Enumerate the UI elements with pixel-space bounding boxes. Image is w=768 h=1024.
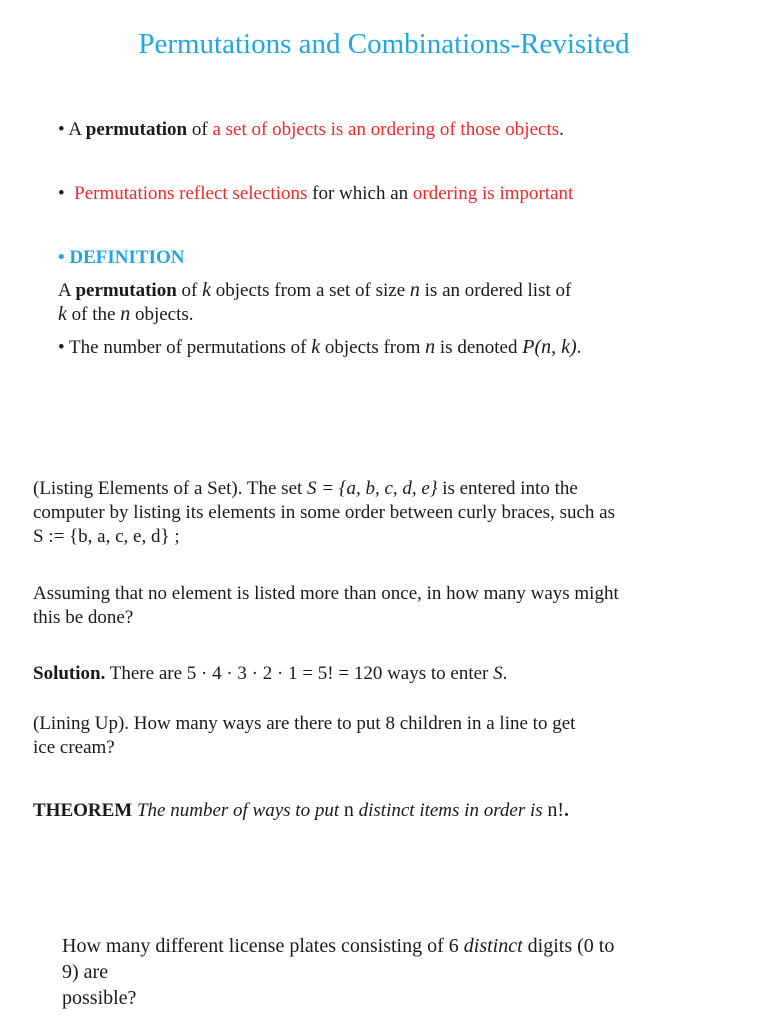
period: . (502, 663, 508, 684)
notation-pnk: P(n, k) (522, 336, 577, 358)
text-objects: objects. (134, 304, 194, 325)
text-ordered-list: is an ordered list of (424, 280, 572, 301)
text-entered-into: is entered into the (442, 478, 578, 499)
question-license-line-3: possible? (62, 987, 137, 1009)
theorem-result: n! (547, 799, 565, 821)
theorem-line (33, 798, 569, 823)
var-n: n (343, 799, 354, 821)
highlight-ordering-important: ordering is important (412, 183, 574, 204)
text-of: of (191, 119, 208, 140)
bullet-dot: • (58, 119, 65, 140)
text-a: A (68, 119, 82, 140)
text-listing-elements: (Listing Elements of a Set). The set (33, 478, 303, 499)
solution-line (33, 662, 507, 686)
theorem-label: THEOREM (33, 800, 133, 821)
example-listing-line-3: S := {b, a, c, e, d} ; (33, 526, 180, 547)
period: . (576, 337, 582, 358)
definition-line-1 (58, 278, 571, 303)
example-lining-up-line-1: (Lining Up). How many ways are there to put 8 children in a line to get (33, 713, 576, 734)
var-k: k (202, 279, 211, 301)
highlight-permutations-reflect: Permutations reflect selections (74, 183, 308, 204)
term-distinct: distinct (463, 935, 523, 957)
solution-text: There are 5 · 4 · 3 · 2 · 1 = 5! = 120 ways to enter (109, 663, 489, 684)
period: . (559, 119, 564, 140)
term-permutation: permutation (85, 119, 188, 140)
set-expression: S = {a, b, c, d, e} (307, 478, 438, 499)
slide-title: Permutations and Combinations-Revisited (138, 28, 630, 60)
example-listing-line-1 (33, 477, 578, 501)
example-lining-up-line-2: ice cream? (33, 737, 115, 758)
definition-line-3 (58, 335, 581, 360)
var-n: n (120, 303, 131, 325)
var-k: k (58, 303, 67, 325)
text-a: A (58, 280, 71, 301)
term-permutation: permutation (75, 280, 177, 301)
period: . (564, 800, 569, 821)
question-listing-line-2: this be done? (33, 607, 134, 628)
text-of-the: of the (71, 304, 116, 325)
bullet-dot: • (58, 183, 65, 204)
theorem-text-b: distinct items in order is (358, 800, 543, 821)
question-license-line-1 (62, 934, 614, 958)
definition-heading: • DEFINITION (58, 247, 185, 268)
theorem-text: The number of ways to put (136, 800, 340, 821)
text-of: of (181, 280, 198, 301)
bullet-permutations-reflect (58, 182, 573, 206)
bullet-permutation-ordering (58, 118, 564, 142)
highlight-ordering-of-objects: a set of objects is an ordering of those objects (212, 119, 560, 140)
var-s: S (493, 663, 503, 684)
text-objects-from: objects from (324, 337, 421, 358)
var-n: n (409, 279, 420, 301)
definition-line-2 (58, 302, 194, 327)
text-license-plates: How many different license plates consisting of 6 (62, 935, 459, 957)
text-number-of-permutations: • The number of permutations of (58, 337, 307, 358)
text-is-denoted: is denoted (439, 337, 518, 358)
question-listing-line-1: Assuming that no element is listed more than once, in how many ways might (33, 583, 619, 604)
solution-label: Solution. (33, 663, 106, 684)
example-listing-line-2: computer by listing its elements in some order between curly braces, such as (33, 502, 615, 523)
var-k: k (311, 336, 321, 358)
text-for-which: for which an (312, 183, 409, 204)
text-digits: digits (0 to (527, 935, 615, 957)
var-n: n (425, 336, 436, 358)
question-license-line-2: 9) are (62, 961, 109, 983)
text-objects-from-set: objects from a set of size (215, 280, 406, 301)
